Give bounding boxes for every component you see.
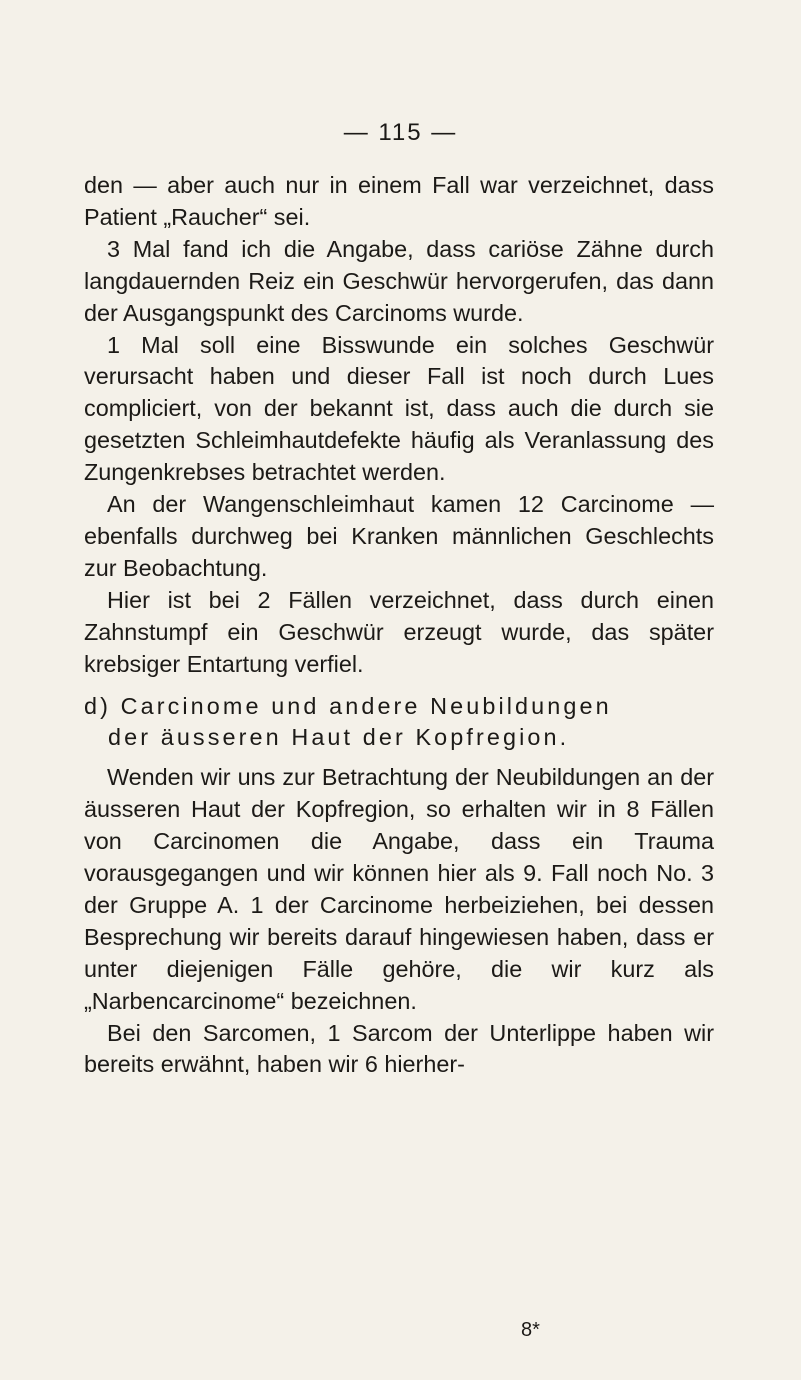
section-heading-line: d) Carcinome und andere Neubildungen (84, 692, 612, 719)
body-text (84, 170, 714, 1081)
page-number: — 115 — (343, 119, 458, 146)
section-heading (84, 691, 714, 755)
paragraph: An der Wangenschleimhaut kamen 12 Carcinome — ebenfalls durchweg bei Kranken männlichen Geschlechts zur Beobachtung. (84, 491, 714, 581)
paragraph: Hier ist bei 2 Fällen verzeichnet, dass durch einen Zahnstumpf ein Geschwür erzeugt wurde, das später krebsiger Entartung verfiel. (84, 586, 714, 677)
paragraph: Wenden wir uns zur Betrachtung der Neubildungen an der äusseren Haut der Kopfregion, so erhalten wir in 8 Fällen von Carcinomen die Angabe, dass ein Trauma vorausgegangen und wir können hier als 9. Fall noch No. 3 der Gruppe A. 1 der Carcinome herbeiziehen, bei dessen Besprechung wir bereits darauf hingewiesen haben, dass er unter diejenigen Fälle gehöre, die wir kurz als „Narbencarcinome“ bezeichnen. (84, 764, 714, 1014)
paragraph: Bei den Sarcomen, 1 Sarcom der Unterlippe haben wir bereits erwähnt, haben wir 6 hierher- (84, 1019, 714, 1078)
paragraph: 1 Mal soll eine Bisswunde ein solches Geschwür verursacht haben und dieser Fall ist noch durch Lues compliciert, von der bekannt ist, dass auch die durch sie gesetzten Schleimhautdefekte häufig als Veranlassung des Zungenkrebses betrachtet werden. (84, 331, 714, 486)
paragraph: den — aber auch nur in einem Fall war verzeichnet, dass Patient „Raucher“ sei. (84, 172, 714, 230)
signature-mark: 8* (521, 1319, 540, 1341)
paragraph: 3 Mal fand ich die Angabe, dass cariöse Zähne durch langdauernden Reiz ein Geschwür hervorgerufen, das dann der Ausgangspunkt des Carcinoms wurde. (84, 235, 714, 326)
section-heading-line: der äusseren Haut der Kopfregion. (108, 724, 570, 751)
